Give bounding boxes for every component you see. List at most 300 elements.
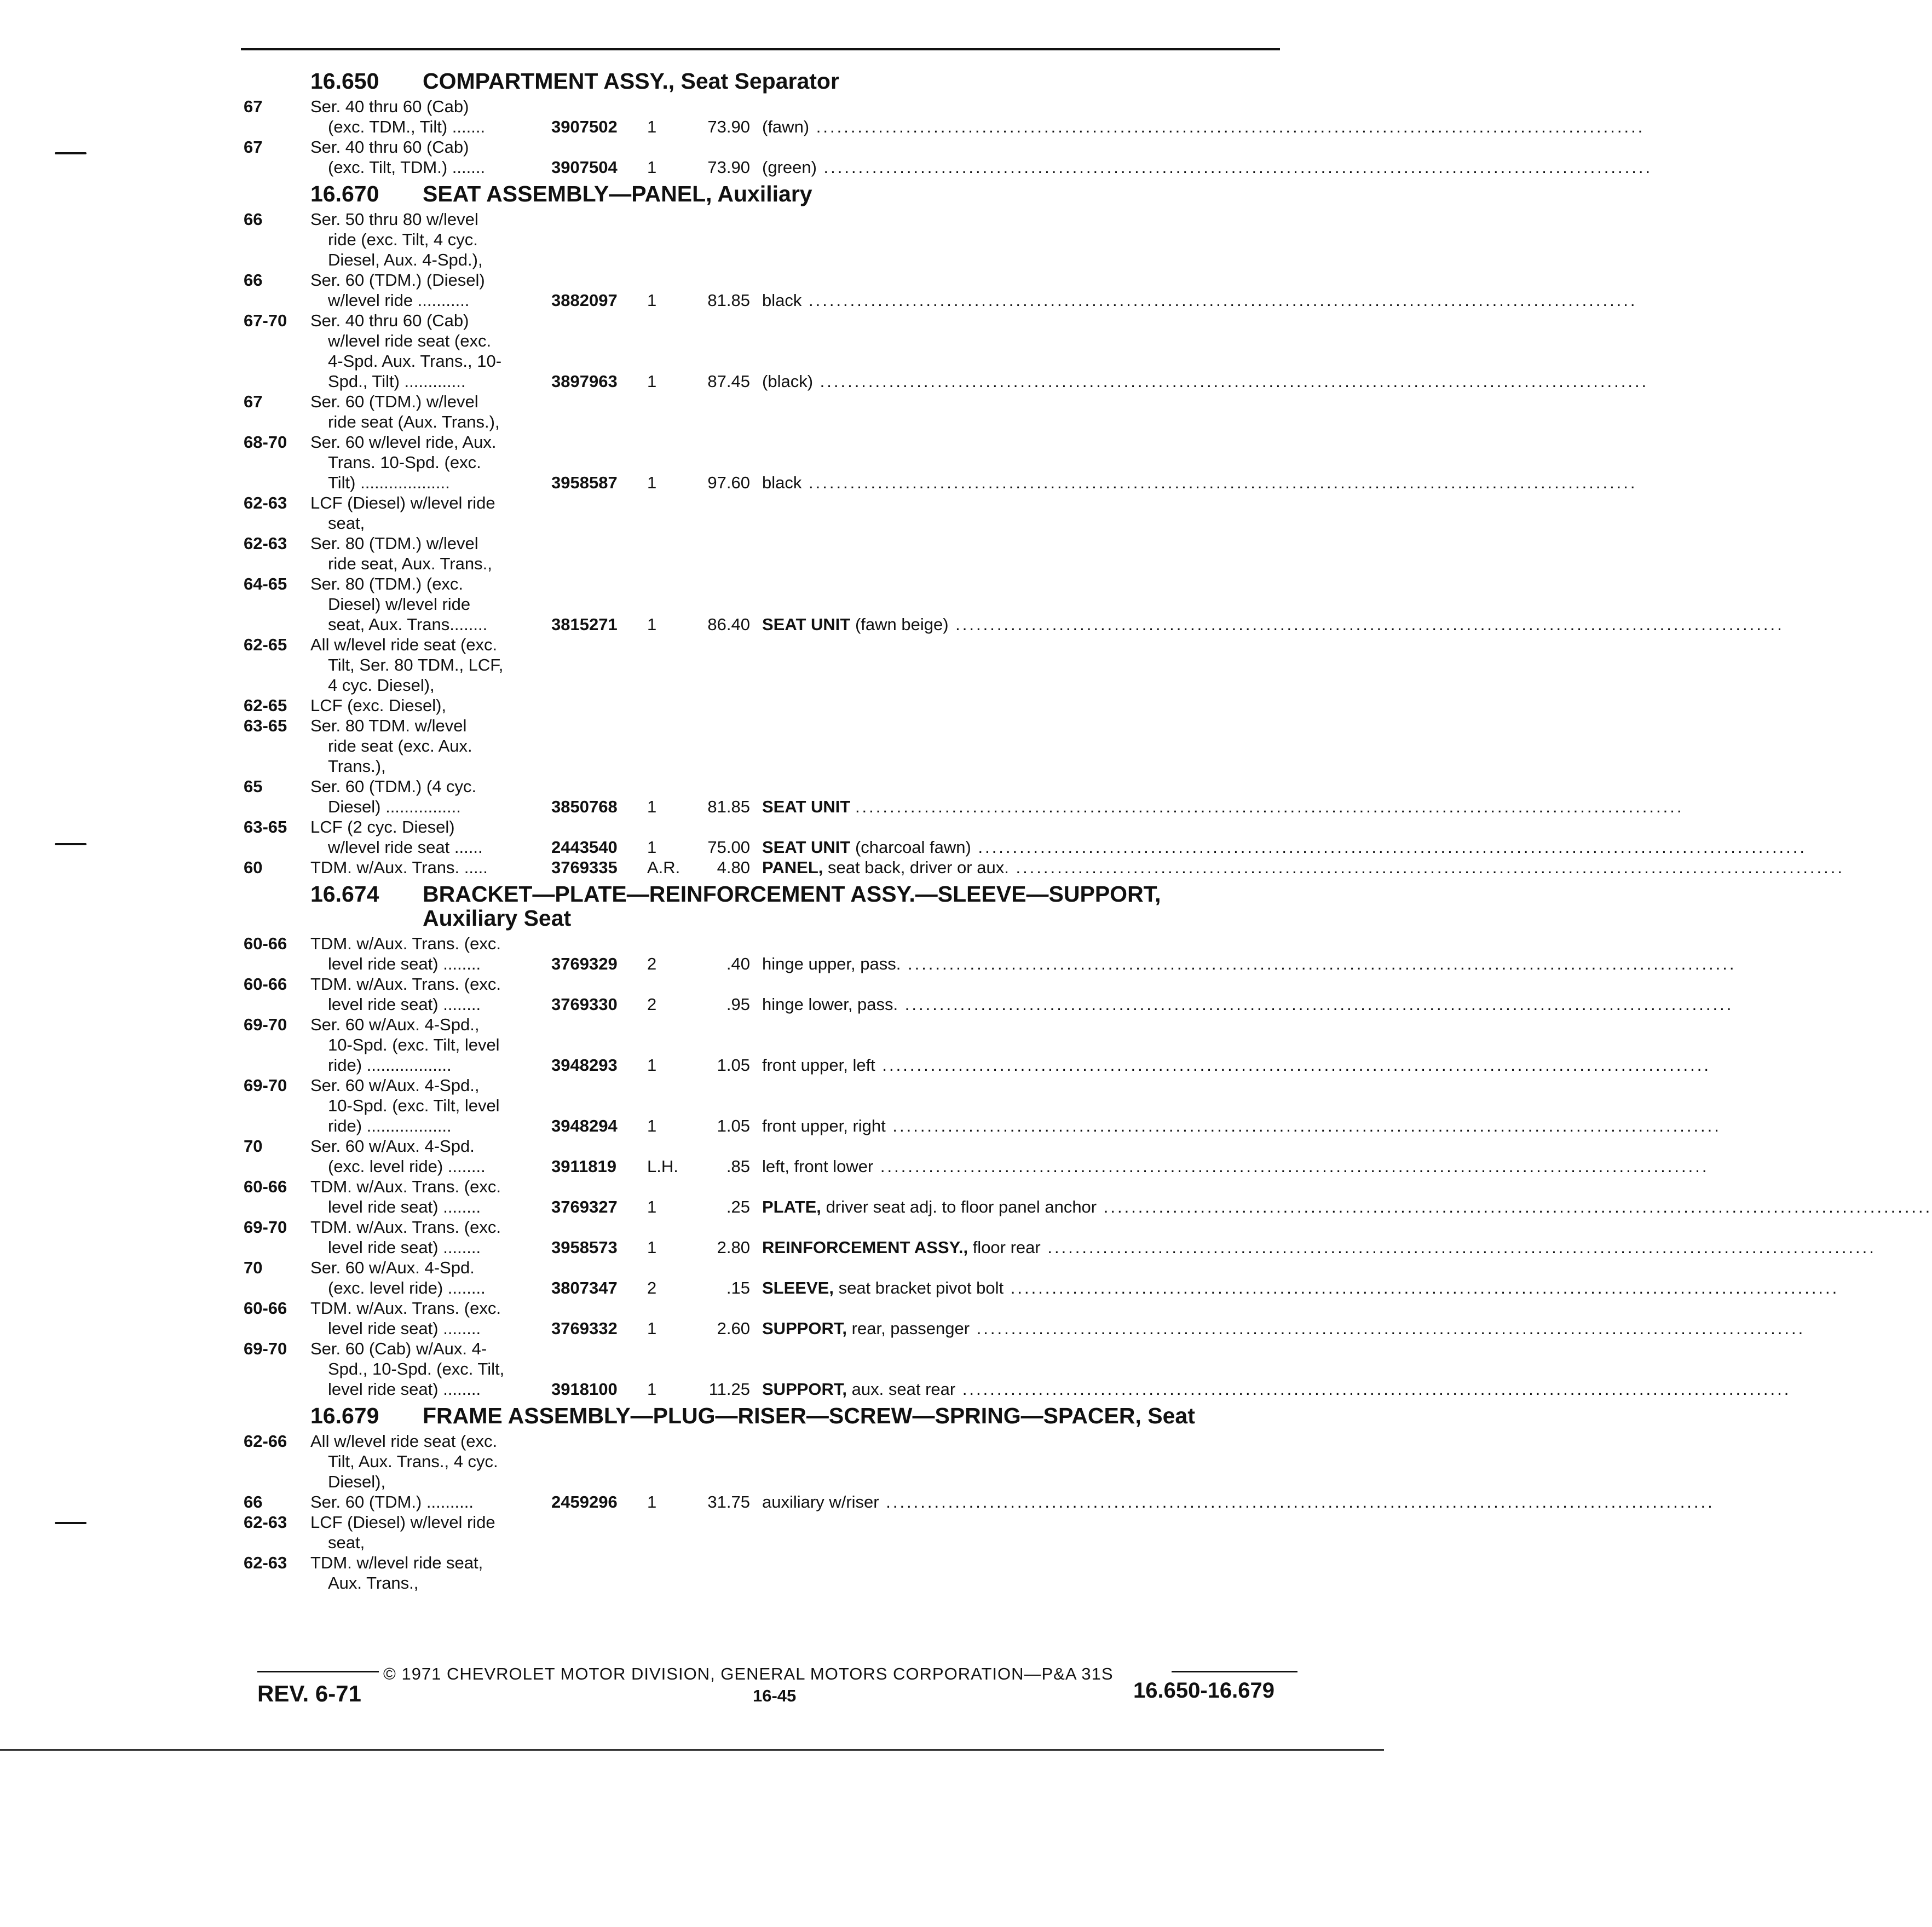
application-line: Tilt, Ser. 80 TDM., LCF, xyxy=(328,655,504,674)
description xyxy=(762,837,1807,857)
description xyxy=(762,994,1733,1014)
application-line: seat, xyxy=(328,514,365,533)
section-title-text: SEAT ASSEMBLY—PANEL, Auxiliary xyxy=(423,181,812,206)
description-text: left, front lower xyxy=(762,1157,874,1176)
catalog-row xyxy=(244,1512,1278,1553)
application-line: TDM. w/Aux. Trans. (exc. xyxy=(310,974,501,994)
description-text: seat bracket pivot bolt xyxy=(838,1278,1004,1297)
description-text: (fawn beige) xyxy=(855,615,949,634)
price: 73.90 xyxy=(707,158,750,177)
model-year: 67 xyxy=(244,137,263,157)
description-text: front upper, right xyxy=(762,1116,886,1135)
application-line: Spd., 10-Spd. (exc. Tilt, xyxy=(328,1359,505,1378)
application-line: Ser. 60 w/Aux. 4-Spd., xyxy=(310,1015,480,1034)
quantity: 1 xyxy=(647,1319,657,1338)
application-line: All w/level ride seat (exc. xyxy=(310,635,498,654)
part-number: 3911819 xyxy=(551,1157,616,1176)
description xyxy=(762,371,1648,391)
description-text: (fawn) xyxy=(762,117,810,136)
description xyxy=(762,1055,1711,1075)
application-line: Ser. 60 (Cab) w/Aux. 4- xyxy=(310,1339,487,1358)
margin-mark xyxy=(55,1522,86,1524)
part-number: 3907504 xyxy=(551,158,618,177)
application xyxy=(310,1338,551,1399)
section-number: 16.670 xyxy=(310,181,379,206)
application-line: level ride seat) ........ xyxy=(328,1238,481,1257)
price: 2.80 xyxy=(717,1238,750,1257)
footer-rule xyxy=(257,1671,379,1672)
application-line: Ser. 60 w/Aux. 4-Spd. xyxy=(310,1136,475,1156)
section-heading xyxy=(310,69,1278,93)
application-line: TDM. w/Aux. Trans. (exc. xyxy=(310,1299,501,1318)
section-title-text: COMPARTMENT ASSY., Seat Separator xyxy=(423,68,839,94)
section-title xyxy=(423,1404,1278,1428)
price: 31.75 xyxy=(707,1492,750,1511)
description-text: (black) xyxy=(762,372,814,391)
section-heading xyxy=(310,182,1278,206)
part-number: 2459296 xyxy=(551,1492,618,1511)
application-line: Ser. 80 (TDM.) (exc. xyxy=(310,574,464,593)
description xyxy=(762,1379,1791,1399)
model-year: 69-70 xyxy=(244,1339,287,1358)
top-rule xyxy=(241,48,1280,50)
price: 4.80 xyxy=(717,858,750,877)
price: 2.60 xyxy=(717,1319,750,1338)
application xyxy=(310,310,551,391)
application-line: Ser. 60 (TDM.) (4 cyc. xyxy=(310,777,477,796)
model-year: 62-63 xyxy=(244,1553,287,1572)
application xyxy=(310,1431,551,1492)
model-year: 67-70 xyxy=(244,311,287,330)
catalog-row xyxy=(244,1553,1278,1593)
application-line: seat, Aux. Trans........ xyxy=(328,615,488,634)
application-line: TDM. w/Aux. Trans. (exc. xyxy=(310,1177,501,1196)
part-number: 3769329 xyxy=(551,954,618,973)
model-year: 67 xyxy=(244,97,263,116)
part-number: 3907502 xyxy=(551,117,618,136)
margin-mark xyxy=(55,152,86,154)
application-line: ride seat, Aux. Trans., xyxy=(328,554,492,573)
description-text: aux. seat rear xyxy=(851,1380,956,1399)
section-title-text: FRAME ASSEMBLY—PLUG—RISER—SCREW—SPRING—SPACER, Seat xyxy=(423,1403,1195,1428)
quantity: 1 xyxy=(647,1055,657,1075)
description-text: (green) xyxy=(762,158,817,177)
part-number: 2443540 xyxy=(551,838,618,857)
application-line: ride seat (exc. Aux. xyxy=(328,736,472,755)
model-year: 69-70 xyxy=(244,1076,287,1095)
application-line: w/level ride seat (exc. xyxy=(328,331,492,350)
application xyxy=(310,1176,551,1217)
description-text: floor rear xyxy=(972,1238,1041,1257)
model-year: 62-63 xyxy=(244,534,287,553)
leader-dots: ........................................................................................................................ xyxy=(971,838,1807,857)
catalog-row xyxy=(244,96,1645,137)
application xyxy=(310,716,551,776)
application-line: TDM. w/level ride seat, xyxy=(310,1553,483,1572)
application-line: All w/level ride seat (exc. xyxy=(310,1432,498,1451)
catalog-row xyxy=(244,1338,1791,1399)
model-year: 65 xyxy=(244,777,263,796)
part-number: 3769327 xyxy=(551,1197,618,1216)
model-year: 62-65 xyxy=(244,635,287,654)
leader-dots: ........................................................................................................................ xyxy=(1040,1238,1876,1257)
application xyxy=(310,533,551,574)
application-line: LCF (2 cyc. Diesel) xyxy=(310,817,455,836)
catalog-row xyxy=(244,270,1637,310)
section-title xyxy=(423,882,1278,930)
leader-dots: ........................................................................................................................ xyxy=(885,1116,1721,1135)
price: .15 xyxy=(726,1278,750,1297)
application-line: Ser. 60 (TDM.) w/level xyxy=(310,392,478,411)
catalog-row xyxy=(244,1492,1715,1512)
application-line: level ride seat) ........ xyxy=(328,995,481,1014)
price: 11.25 xyxy=(708,1380,750,1399)
description xyxy=(762,797,1683,817)
price: 1.05 xyxy=(717,1055,750,1075)
application xyxy=(310,1553,551,1593)
leader-dots: ........................................................................................................................ xyxy=(816,158,1653,177)
catalog-row xyxy=(244,776,1684,817)
catalog-row xyxy=(244,933,1737,974)
description xyxy=(762,1156,1709,1176)
application-line: Ser. 40 thru 60 (Cab) xyxy=(310,97,469,116)
application xyxy=(310,1014,551,1075)
leader-dots: ........................................................................................................................ xyxy=(1097,1197,1932,1216)
application-line: (exc. Tilt, TDM.) ....... xyxy=(328,158,486,177)
application-line: Ser. 60 (TDM.) .......... xyxy=(310,1492,474,1511)
leader-dots: ........................................................................................................................ xyxy=(970,1319,1806,1338)
leader-dots: ........................................................................................................................ xyxy=(901,954,1737,973)
quantity: 2 xyxy=(647,1278,657,1297)
catalog-row xyxy=(244,974,1734,1014)
section-title-text: Auxiliary Seat xyxy=(423,905,572,931)
catalog-row xyxy=(244,533,1278,574)
catalog-row xyxy=(244,1257,1839,1298)
description-keyword: SEAT UNIT xyxy=(762,838,851,857)
application-line: 10-Spd. (exc. Tilt, level xyxy=(328,1035,500,1054)
leader-dots: ........................................................................................................................ xyxy=(948,615,1784,634)
section-title xyxy=(423,182,1278,206)
application-line: LCF (Diesel) w/level ride xyxy=(310,1513,495,1532)
model-year: 62-63 xyxy=(244,493,287,512)
application-line: w/level ride seat ...... xyxy=(328,838,483,857)
description-keyword: SUPPORT, xyxy=(762,1319,847,1338)
application-line: (exc. level ride) ........ xyxy=(328,1157,486,1176)
description xyxy=(762,472,1637,493)
leader-dots: ........................................................................................................................ xyxy=(809,117,1645,136)
quantity: A.R. xyxy=(647,858,680,877)
quantity: 1 xyxy=(647,1380,657,1399)
model-year: 62-66 xyxy=(244,1432,287,1451)
parts-catalog-body xyxy=(244,65,1932,1593)
description-keyword: SEAT UNIT xyxy=(762,797,851,816)
catalog-row xyxy=(244,1075,1721,1136)
model-year: 66 xyxy=(244,1492,263,1511)
quantity: 1 xyxy=(647,1492,657,1511)
model-year: 62-63 xyxy=(244,1513,287,1532)
catalog-row xyxy=(244,1136,1709,1176)
revision-label: REV. 6-71 xyxy=(257,1681,361,1706)
application-line: Tilt, Aux. Trans., 4 cyc. xyxy=(328,1452,498,1471)
application xyxy=(310,1512,551,1553)
application-line: Ser. 80 (TDM.) w/level xyxy=(310,534,478,553)
description xyxy=(762,1318,1805,1338)
application-line: level ride seat) ........ xyxy=(328,1380,481,1399)
application-line: Trans.), xyxy=(328,757,386,776)
catalog-row xyxy=(244,432,1637,493)
catalog-row xyxy=(244,1298,1806,1338)
description-keyword: PANEL, xyxy=(762,858,823,877)
application-line: Ser. 60 (TDM.) (Diesel) xyxy=(310,270,485,290)
model-year: 66 xyxy=(244,210,263,229)
catalog-row xyxy=(244,391,1278,432)
price: 73.90 xyxy=(707,117,750,136)
description xyxy=(762,1278,1839,1298)
quantity: 1 xyxy=(647,291,657,310)
part-number: 3807347 xyxy=(551,1278,618,1297)
description-text: hinge lower, pass. xyxy=(762,995,898,1014)
application-line: level ride seat) ........ xyxy=(328,954,481,973)
application-line: Ser. 40 thru 60 (Cab) xyxy=(310,311,469,330)
application xyxy=(310,391,551,432)
description xyxy=(762,1237,1876,1257)
price: 1.05 xyxy=(717,1116,750,1135)
quantity: 1 xyxy=(647,1238,657,1257)
description-text: front upper, left xyxy=(762,1055,875,1075)
application-line: ride) .................. xyxy=(328,1116,452,1135)
description-text: seat back, driver or aux. xyxy=(828,858,1009,877)
description-keyword: SUPPORT, xyxy=(762,1380,847,1399)
model-year: 60-66 xyxy=(244,1299,287,1318)
description xyxy=(762,117,1645,137)
model-year: 63-65 xyxy=(244,817,287,836)
description-keyword: SLEEVE, xyxy=(762,1278,834,1297)
catalog-row xyxy=(244,1431,1278,1492)
application-line: TDM. w/Aux. Trans. (exc. xyxy=(310,1218,501,1237)
model-year: 68-70 xyxy=(244,432,287,452)
description-text: rear, passenger xyxy=(851,1319,970,1338)
application xyxy=(310,270,551,310)
application-line: (exc. TDM., Tilt) ....... xyxy=(328,117,486,136)
part-number: 3958587 xyxy=(551,473,618,492)
application-line: Diesel) w/level ride xyxy=(328,595,471,614)
application-line: Ser. 60 w/level ride, Aux. xyxy=(310,432,497,452)
catalog-row xyxy=(244,857,1844,878)
catalog-row xyxy=(244,695,1278,716)
application-line: TDM. w/Aux. Trans. (exc. xyxy=(310,934,501,953)
leader-dots: ........................................................................................................................ xyxy=(875,1055,1711,1075)
quantity: 1 xyxy=(647,615,657,634)
application-line: ride) .................. xyxy=(328,1055,452,1075)
part-number: 3958573 xyxy=(551,1238,618,1257)
quantity: 1 xyxy=(647,797,657,816)
section-heading xyxy=(310,1404,1278,1428)
application-line: TDM. w/Aux. Trans. ..... xyxy=(310,858,488,877)
part-number: 3815271 xyxy=(551,615,618,634)
part-number: 3769330 xyxy=(551,995,618,1014)
description xyxy=(762,857,1844,878)
quantity: 1 xyxy=(647,838,657,857)
leader-dots: ........................................................................................................................ xyxy=(1008,858,1844,877)
application-line: Diesel, Aux. 4-Spd.), xyxy=(328,250,483,269)
part-number: 3948294 xyxy=(551,1116,618,1135)
page-number: 16-45 xyxy=(753,1686,797,1705)
section-range: 16.650-16.679 xyxy=(1133,1678,1275,1703)
model-year: 62-65 xyxy=(244,696,287,715)
model-year: 66 xyxy=(244,270,263,290)
part-number: 3769335 xyxy=(551,858,618,877)
section-number: 16.650 xyxy=(310,68,379,94)
application xyxy=(310,209,551,270)
application xyxy=(310,137,551,177)
quantity: L.H. xyxy=(647,1157,678,1176)
model-year: 69-70 xyxy=(244,1015,287,1034)
part-number: 3948293 xyxy=(551,1055,618,1075)
application-line: Ser. 80 TDM. w/level xyxy=(310,716,467,735)
price: 81.85 xyxy=(707,797,750,816)
description xyxy=(762,1197,1932,1217)
copyright-line: © 1971 CHEVROLET MOTOR DIVISION, GENERAL MOTORS CORPORATION—P&A 31S xyxy=(383,1664,1114,1683)
application xyxy=(310,933,551,974)
price: 97.60 xyxy=(707,473,750,492)
description-keyword: SEAT UNIT xyxy=(762,615,851,634)
application xyxy=(310,1136,551,1176)
description xyxy=(762,954,1737,974)
application-line: ride (exc. Tilt, 4 cyc. xyxy=(328,230,478,249)
application xyxy=(310,1492,551,1512)
quantity: 1 xyxy=(647,117,657,136)
application-line: Aux. Trans., xyxy=(328,1573,419,1593)
catalog-row xyxy=(244,137,1653,177)
catalog-row xyxy=(244,817,1807,857)
application-line: (exc. level ride) ........ xyxy=(328,1278,486,1297)
leader-dots: ........................................................................................................................ xyxy=(813,372,1649,391)
application xyxy=(310,817,551,857)
application xyxy=(310,857,551,878)
application xyxy=(310,1298,551,1338)
application xyxy=(310,1217,551,1257)
description-text: (charcoal fawn) xyxy=(855,838,971,857)
leader-dots: ........................................................................................................................ xyxy=(898,995,1734,1014)
margin-mark xyxy=(55,843,86,845)
model-year: 70 xyxy=(244,1258,263,1277)
model-year: 60 xyxy=(244,858,263,877)
leader-dots: ........................................................................................................................ xyxy=(801,291,1637,310)
price: .40 xyxy=(726,954,750,973)
part-number: 3882097 xyxy=(551,291,618,310)
application xyxy=(310,695,551,716)
application xyxy=(310,432,551,493)
quantity: 1 xyxy=(647,158,657,177)
description-text: black xyxy=(762,291,802,310)
footer-rule xyxy=(1172,1671,1297,1672)
description xyxy=(762,157,1652,177)
description xyxy=(762,1116,1721,1136)
application-line: LCF (Diesel) w/level ride xyxy=(310,493,495,512)
application-line: Trans. 10-Spd. (exc. xyxy=(328,453,481,472)
description-text: auxiliary w/riser xyxy=(762,1492,879,1511)
quantity: 1 xyxy=(647,1197,657,1216)
application-line: Ser. 40 thru 60 (Cab) xyxy=(310,137,469,157)
model-year: 60-66 xyxy=(244,1177,287,1196)
application xyxy=(310,776,551,817)
quantity: 1 xyxy=(647,1116,657,1135)
quantity: 2 xyxy=(647,995,657,1014)
price: .95 xyxy=(726,995,750,1014)
application xyxy=(310,1257,551,1298)
application-line: w/level ride ........... xyxy=(328,291,470,310)
catalog-row xyxy=(244,1014,1711,1075)
application-line: 10-Spd. (exc. Tilt, level xyxy=(328,1096,500,1115)
price: 87.45 xyxy=(707,372,750,391)
model-year: 64-65 xyxy=(244,574,287,593)
catalog-row xyxy=(244,310,1649,391)
model-year: 67 xyxy=(244,392,263,411)
leader-dots: ........................................................................................................................ xyxy=(879,1492,1715,1511)
application xyxy=(310,96,551,137)
quantity: 1 xyxy=(647,372,657,391)
application-line: Ser. 60 w/Aux. 4-Spd., xyxy=(310,1076,480,1095)
application xyxy=(310,974,551,1014)
application xyxy=(310,493,551,533)
part-number: 3918100 xyxy=(551,1380,618,1399)
description-keyword: PLATE, xyxy=(762,1197,821,1216)
application xyxy=(310,1075,551,1136)
application-line: Spd., Tilt) ............. xyxy=(328,372,466,391)
leader-dots: ........................................................................................................................ xyxy=(855,797,1684,816)
description-text: driver seat adj. to floor panel anchor xyxy=(826,1197,1097,1216)
price: .85 xyxy=(726,1157,750,1176)
section-title-text: BRACKET—PLATE—REINFORCEMENT ASSY.—SLEEVE—SUPPORT, xyxy=(423,881,1161,907)
application-line: ride seat (Aux. Trans.), xyxy=(328,412,500,431)
application-line: Ser. 50 thru 80 w/level xyxy=(310,210,478,229)
application-line: seat, xyxy=(328,1533,365,1552)
description xyxy=(762,1492,1715,1512)
description-text: hinge upper, pass. xyxy=(762,954,901,973)
quantity: 1 xyxy=(647,473,657,492)
price: .25 xyxy=(726,1197,750,1216)
application-line: Diesel), xyxy=(328,1472,386,1491)
application-line: Diesel) ................ xyxy=(328,797,461,816)
application-line: level ride seat) ........ xyxy=(328,1319,481,1338)
section-title xyxy=(423,69,1278,93)
price: 86.40 xyxy=(707,615,750,634)
catalog-row xyxy=(244,634,1278,695)
application-line: 4 cyc. Diesel), xyxy=(328,676,435,695)
leader-dots: ........................................................................................................................ xyxy=(873,1157,1709,1176)
price: 75.00 xyxy=(707,838,750,857)
application-line: level ride seat) ........ xyxy=(328,1197,481,1216)
model-year: 60-66 xyxy=(244,934,287,953)
catalog-row xyxy=(244,209,1278,270)
model-year: 60-66 xyxy=(244,974,287,994)
model-year: 63-65 xyxy=(244,716,287,735)
description-text: black xyxy=(762,473,802,492)
catalog-row xyxy=(244,1176,1932,1217)
description xyxy=(762,290,1637,310)
price: 81.85 xyxy=(707,291,750,310)
application xyxy=(310,634,551,695)
model-year: 69-70 xyxy=(244,1218,287,1237)
catalog-row xyxy=(244,1217,1876,1257)
leader-dots: ........................................................................................................................ xyxy=(801,473,1637,492)
catalog-row xyxy=(244,574,1784,634)
leader-dots: ........................................................................................................................ xyxy=(955,1380,1791,1399)
bottom-rule xyxy=(0,1749,1384,1751)
application-line: LCF (exc. Diesel), xyxy=(310,696,447,715)
application xyxy=(310,574,551,634)
section-heading xyxy=(310,882,1278,930)
